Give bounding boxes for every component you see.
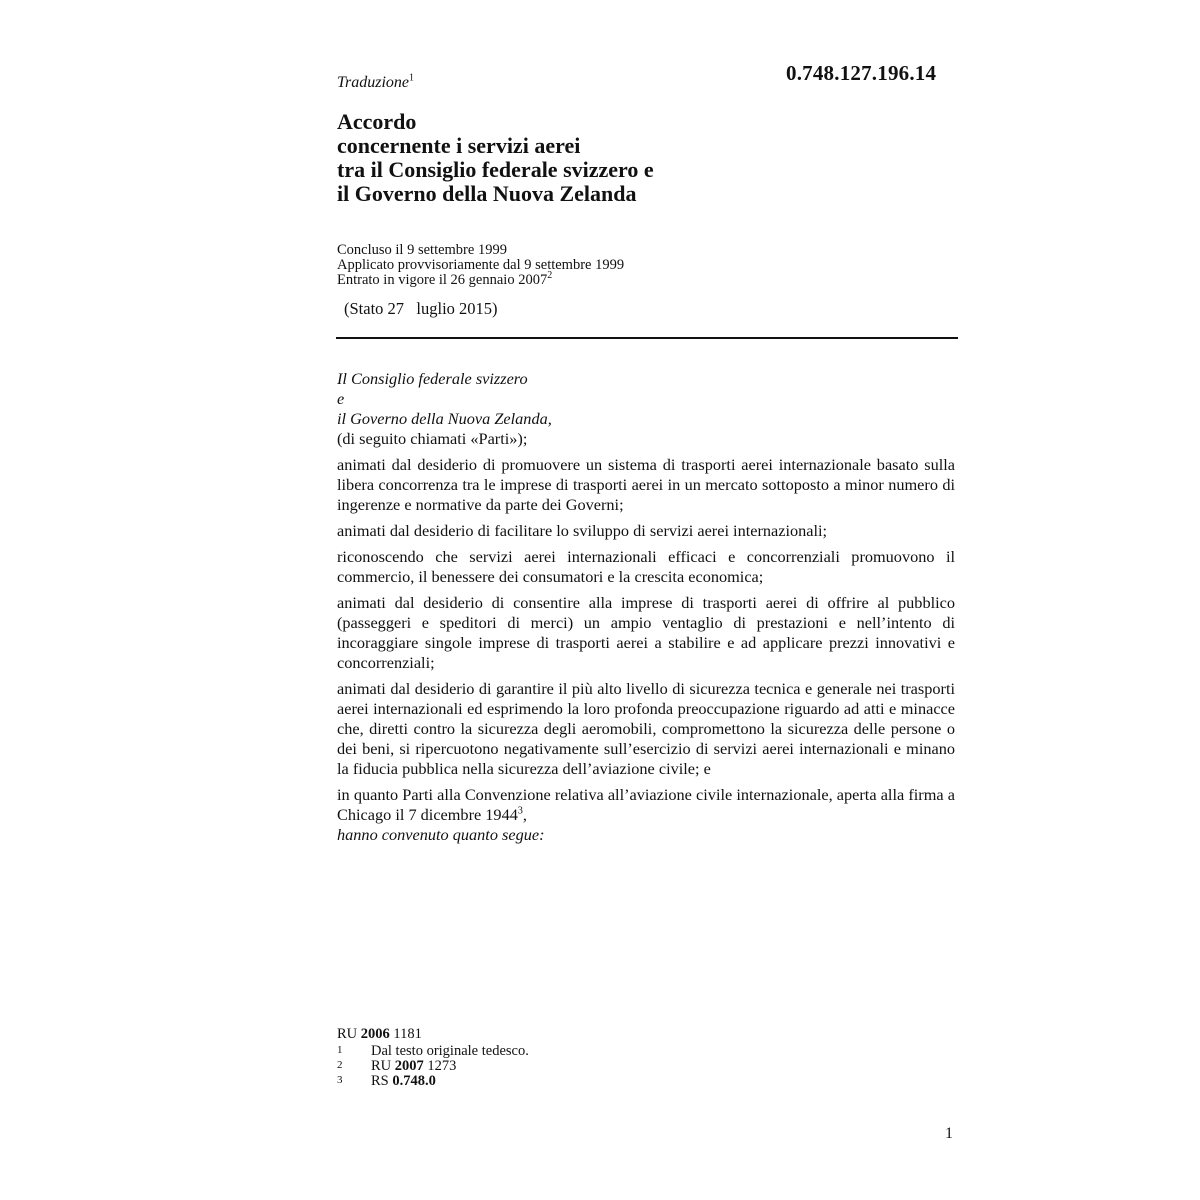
title-line: il Governo della Nuova Zelanda bbox=[337, 181, 637, 206]
translation-label: Traduzione$^1$ bbox=[337, 72, 415, 91]
preamble-paragraph-last: in quanto Parti alla Convenzione relativa all’aviazione civile internazionale, aperta alla firma a Chicago il 7 dicembre 1944$^3$, bbox=[337, 785, 955, 824]
footnotes bbox=[337, 1027, 529, 1089]
status-date: (Stato 27 luglio 2015) bbox=[344, 299, 498, 318]
footnote-item bbox=[337, 1074, 529, 1089]
footnote-ref-2[interactable]: 2 bbox=[547, 270, 553, 282]
party-2: il Governo della Nuova Zelanda, bbox=[337, 409, 552, 428]
preamble-paragraph: animati dal desiderio di promuovere un sistema di trasporti aerei internazionale basato sulla libera concorrenza tra le imprese di trasporti aerei in un mercato sottoposto a minor numero di ingerenze e normative da parte dei Governi; bbox=[337, 455, 955, 514]
party-1: Il Consiglio federale svizzero bbox=[337, 369, 528, 388]
footnote-text: RU 2007 1273 bbox=[371, 1058, 457, 1074]
footnote-item bbox=[337, 1044, 529, 1059]
page-number: 1 bbox=[945, 1125, 953, 1142]
preamble-paragraph: animati dal desiderio di facilitare lo sviluppo di servizi aerei internazionali; bbox=[337, 521, 828, 540]
footnote-text: RS 0.748.0 bbox=[371, 1073, 436, 1089]
title-line: Accordo bbox=[337, 109, 417, 134]
preamble-paragraph: animati dal desiderio di garantire il più alto livello di sicurezza tecnica e generale nei trasporti aerei internazionali ed esprimendo la loro profonda preoccupazione riguardo ad atti e minacce che, diretti contro la sicurezza degli aeromobili, compromettono la sicurezza delle persone o dei beni, si ripercuotono negativamente sull’esercizio di servizi aerei internazionali e minano la fiducia pubblica nella sicurezza dell’aviazione civile; e bbox=[337, 679, 955, 778]
sr-number: 0.748.127.196.14 bbox=[786, 61, 937, 85]
footnote-number: 2 bbox=[337, 1059, 343, 1071]
footnote-text: Dal testo originale tedesco. bbox=[371, 1043, 529, 1059]
footnote-number: 1 bbox=[337, 1044, 343, 1056]
parties-note: (di seguito chiamati «Parti»); bbox=[337, 429, 528, 448]
preamble bbox=[337, 369, 955, 845]
conjunction: e bbox=[337, 389, 345, 408]
title-line: tra il Consiglio federale svizzero e bbox=[337, 157, 654, 182]
footnote-item bbox=[337, 1059, 529, 1074]
provisional-date: Applicato provvisoriamente dal 9 settembre 1999 bbox=[337, 257, 625, 273]
footnote-ref-3[interactable]: 3 bbox=[517, 805, 523, 817]
footnote-number: 3 bbox=[337, 1074, 343, 1086]
closing-formula: hanno convenuto quanto segue: bbox=[337, 825, 545, 844]
in-force-date: Entrato in vigore il 26 gennaio 2007$^2$ bbox=[337, 270, 553, 288]
divider bbox=[336, 337, 958, 339]
document-title bbox=[337, 110, 654, 206]
concluded-date: Concluso il 9 settembre 1999 bbox=[337, 242, 507, 258]
ru-reference: RU 2006 1181 bbox=[337, 1026, 422, 1042]
preamble-paragraph: riconoscendo che servizi aerei internazionali efficaci e concorrenziali promuovono il commercio, il benessere dei consumatori e la crescita economica; bbox=[337, 547, 955, 586]
footnote-ref-1[interactable]: 1 bbox=[409, 72, 415, 84]
title-line: concernente i servizi aerei bbox=[337, 133, 581, 158]
document-metadata bbox=[337, 243, 624, 288]
preamble-paragraph: animati dal desiderio di consentire alla imprese di trasporti aerei di offrire al pubblico (passeggeri e speditori di merci) un ampio ventaglio di prestazioni e nell’intento di incoraggiare singole imprese di trasporti aerei a stabilire e ad applicare prezzi innovativi e concorrenziali; bbox=[337, 593, 955, 672]
